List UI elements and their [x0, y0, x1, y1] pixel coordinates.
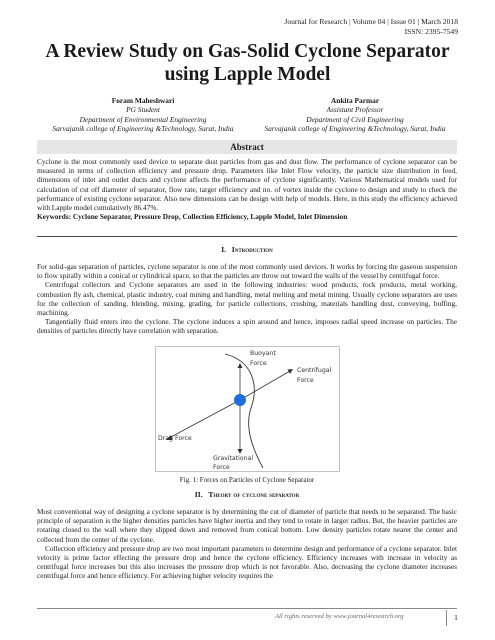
section-divider [37, 236, 457, 237]
journal-info: Journal for Research | Volume 04 | Issue 01 | March 2018 [284, 17, 458, 26]
journal-header [284, 17, 458, 37]
figure-border [156, 347, 340, 472]
forces-figure [155, 346, 340, 472]
section-number: I. [221, 245, 227, 254]
particle-dot [234, 394, 246, 406]
drag-force-arrow [169, 400, 240, 438]
centrifugal-arrowhead [288, 369, 294, 374]
centrifugal-force-label: Force [297, 377, 314, 384]
abstract-body [37, 157, 457, 221]
section-heading-theory [37, 490, 457, 499]
drag-force-label: Drag Force [158, 435, 192, 442]
particle-path-curve [225, 354, 263, 468]
abstract-heading: Abstract [37, 140, 457, 154]
section-title: Introduction [231, 245, 273, 254]
buoyant-force-label: Force [250, 360, 267, 367]
author-role: PG Student [126, 105, 160, 115]
theory-body [37, 507, 457, 581]
author-role: Assistant Professor [326, 105, 384, 115]
paper-title [30, 40, 465, 86]
author-name: Foram Maheshwari [111, 96, 175, 105]
author-block-1 [38, 96, 248, 133]
issn: ISSN: 2395-7549 [404, 27, 458, 36]
title-line-2: using Lapple Model [164, 64, 331, 85]
author-inst: Sarvajanik college of Engineering &Technology, Surat, India [52, 123, 234, 133]
author-dept: Department of Civil Engineering [306, 114, 404, 124]
keywords-label: Keywords: [37, 212, 72, 222]
section-title: Theory of cyclone separator [208, 490, 300, 499]
centrifugal-label: Centrifugal [297, 367, 332, 374]
introduction-body [37, 262, 457, 336]
section-heading-introduction [37, 245, 457, 254]
buoyant-arrowhead [238, 363, 243, 368]
footer-rule [37, 608, 457, 609]
author-inst: Sarvajanik college of Engineering &Technology, Surat, India [264, 123, 446, 133]
author-dept: Department of Environmental Engineering [79, 114, 207, 124]
gravitational-label: Gravitational [213, 455, 254, 462]
paragraph: For solid–gas separation of particles, cyclone separator is one of the most commonly used devices. It works by forcing the gaseous suspension to flow spirally within a conical or cylindrical space, so that the particles are throw out toward the walls of the vessel by centrifugal force. [37, 262, 457, 281]
abstract-text: Cyclone is the most commonly used device to separate dust particles from gas and dust flow. The performance of cyclone separator can be measured in terms of collection efficiency and pressure drop. Parameters like Inlet Flow velocity, the particle size distribution in feed, dimensions of inlet and outlet ducts and cyclone affects the performance of cyclone significantly. Various Mathematical models used for calculation of cut off diameter of separator, flow rate, target efficiency and no. of vortex inside the cyclone to design and study to check the performance of existing cyclone separator. Also new dimensions can be design with help of models. Here, in this study the efficiency achieved with Lapple model cumulatively 86.47%. [37, 157, 457, 213]
paragraph: Tangentially fluid enters into the cyclone. The cyclone induces a spin around and hence, imposes radial speed increase on particles. The densities of particles directly have correlation with separation. [37, 317, 457, 336]
title-line-1: A Review Study on Gas-Solid Cyclone Separator [45, 41, 450, 62]
figure-caption: Fig. 1: Forces on Particles of Cyclone Separator [179, 476, 315, 484]
centrifugal-force-arrow [240, 371, 290, 400]
paragraph: Most conventional way of designing a cyclone separator is by determining the cut of diameter of particle that needs to be separated. The basic principle of separation is the higher densities particles have higher inertia and they tend to rotate in larger radius. But, the heavier particles are rotating closed to the wall where they slipped down and removed from conical bottom. Low density particles rotate nearer the center and collected from the center of the cyclone. [37, 507, 457, 544]
author-name: Ankita Parmar [330, 96, 380, 105]
buoyant-label: Buoyant [250, 350, 276, 357]
page-number: 1 [446, 610, 465, 626]
gravitational-force-label: Force [213, 464, 230, 471]
paragraph: Centrifugal collectors and Cyclone separators are used in the following industries: wood products, rock products, metal working, combustion fly ash, chemical, plastic industry, coal mining and handling, metal melting and metal mining. Usually cyclone separators are uses for the collection of sanding, blending, mixing, grading, for particle collections, crushing, materials handling dust, conveying, buffing, machining. [37, 280, 457, 318]
paragraph: Collection efficiency and pressure drop are two most important parameters to determine design and performance of a cyclone separator. Inlet velocity is prime factor effecting the pressure drop and hence the cyclone efficiency. Efficiency increases with increase in velocity as centrifugal force increases but this also increases the pressure drop which is not favorable. Also, decreasing the cyclone diameter increases centrifugal force and hence efficiency. For achieving higher velocity requires the [37, 543, 457, 581]
gravitational-arrowhead [238, 449, 243, 454]
footer-copyright: All rights reserved by www.journal4research.org [275, 613, 404, 620]
author-block-2 [250, 96, 460, 133]
keywords-list: Cyclone Separator, Pressure Drop, Collection Efficiency, Lapple Model, Inlet Dimension [72, 212, 348, 222]
section-number: II. [194, 490, 203, 499]
